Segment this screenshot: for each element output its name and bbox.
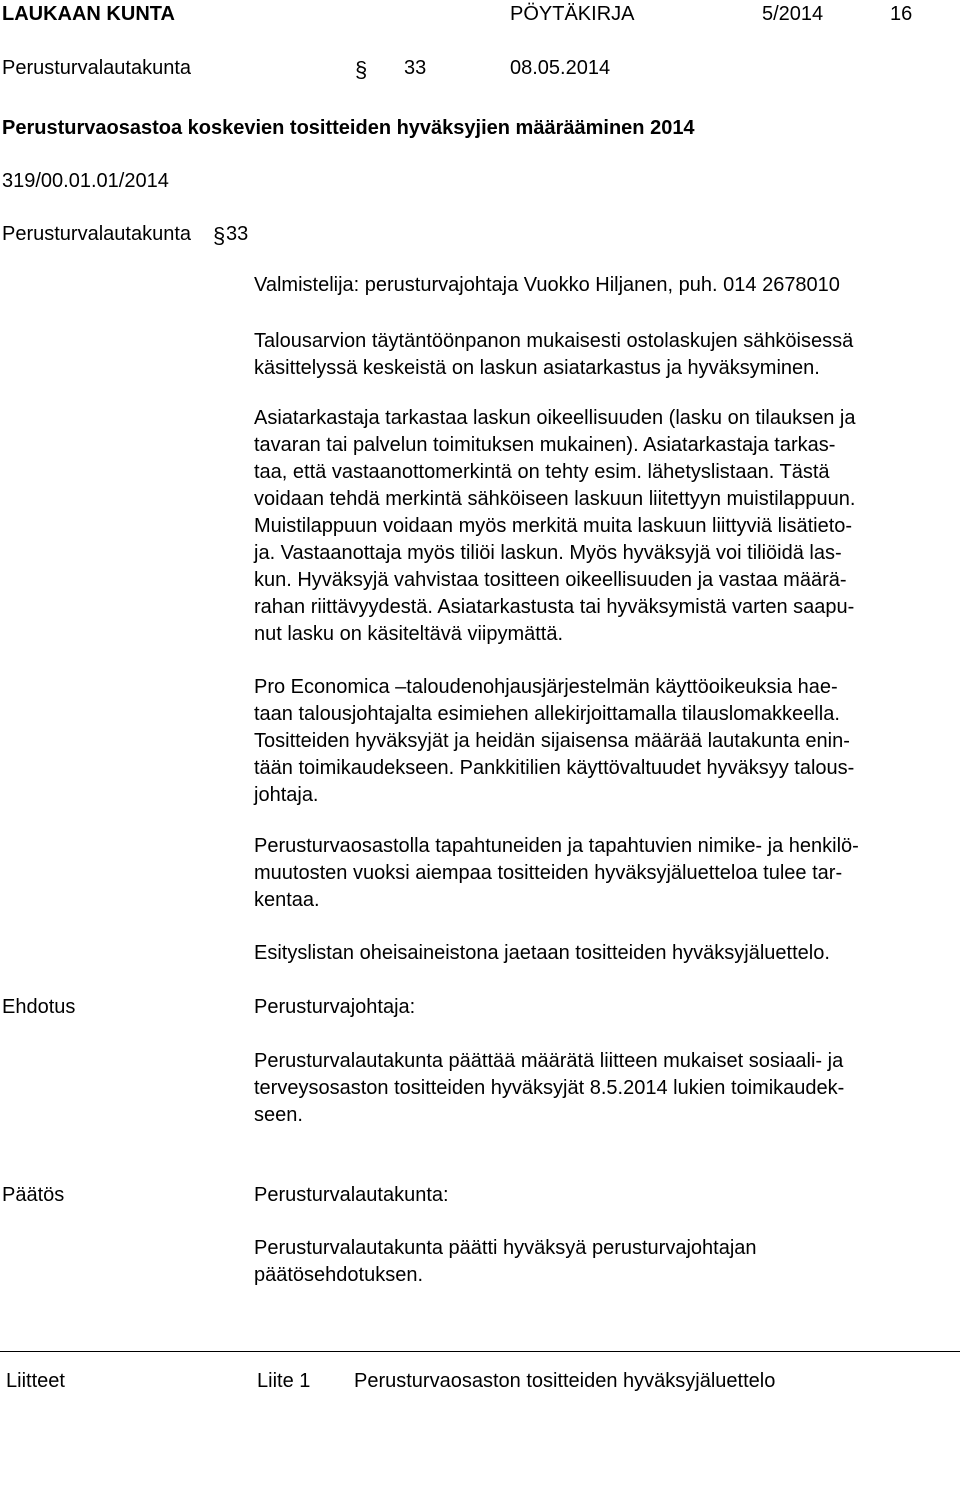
page-number: 16 bbox=[890, 3, 913, 25]
text-line: seen. bbox=[254, 1104, 303, 1126]
attachment-id: Liite 1 bbox=[257, 1370, 311, 1392]
text-line: muutosten vuoksi aiempaa tositteiden hyväksyjäluetteloa tulee tar- bbox=[254, 862, 843, 884]
paragraph-5 bbox=[254, 940, 954, 967]
board-reference bbox=[2, 221, 248, 248]
item-title: Perusturvaosastoa koskevien tositteiden hyväksyjien määrääminen 2014 bbox=[2, 117, 695, 139]
text-line: Perusturvalautakunta päättää määrätä liitteen mukaiset sosiaali- ja bbox=[254, 1050, 844, 1072]
proposal-text bbox=[254, 1048, 954, 1129]
text-line: Tositteiden hyväksyjät ja heidän sijaisensa määrää lautakunta enin- bbox=[254, 730, 850, 752]
text-line: tään toimikaudekseen. Pankkitilien käyttövaltuudet hyväksyy talous- bbox=[254, 757, 855, 779]
section-sign-icon bbox=[355, 58, 385, 80]
paragraph-3 bbox=[254, 674, 954, 809]
text-line: rahan riittävyydestä. Asiatarkastusta tai hyväksymistä varten saapu- bbox=[254, 596, 855, 618]
decision-label: Päätös bbox=[2, 1184, 65, 1206]
board-reference-text: Perusturvalautakunta 33 bbox=[2, 223, 249, 245]
text-line: Perusturvalautakunta päätti hyväksyä perusturvajohtajan bbox=[254, 1237, 757, 1259]
text-line: taan talousjohtajalta esimiehen allekirjoittamalla tilauslomakkeella. bbox=[254, 703, 840, 725]
municipality-name: LAUKAAN KUNTA bbox=[2, 3, 175, 25]
preparer-line: Valmistelija: perusturvajohtaja Vuokko Hiljanen, puh. 014 2678010 bbox=[254, 274, 840, 296]
proposal-label: Ehdotus bbox=[2, 996, 76, 1018]
text-line: Talousarvion täytäntöönpanon mukaisesti ostolaskujen sähköisessä bbox=[254, 330, 854, 352]
svg-text:§: § bbox=[355, 58, 368, 80]
proposer: Perusturvajohtaja: bbox=[254, 996, 416, 1018]
text-line: kentaa. bbox=[254, 889, 320, 911]
text-line: ja. Vastaanottaja myös tiliöi laskun. Myös hyväksyjä voi tiliöidä las- bbox=[254, 542, 842, 564]
paragraph-4 bbox=[254, 833, 954, 914]
text-line: taa, että vastaanottomerkintä on tehty esim. lähetyslistaan. Tästä bbox=[254, 461, 830, 483]
section-sign-icon bbox=[213, 224, 235, 246]
text-line: voidaan tehdä merkintä sähköiseen laskuun liitettyyn muistilappuun. bbox=[254, 488, 856, 510]
text-line: terveysosaston tositteiden hyväksyjät 8.5.2014 lukien toimikaudek- bbox=[254, 1077, 845, 1099]
attachments-divider bbox=[0, 1351, 960, 1352]
document-number: 5/2014 bbox=[762, 3, 824, 25]
paragraph-1 bbox=[254, 328, 954, 382]
decider: Perusturvalautakunta: bbox=[254, 1184, 449, 1206]
paragraph-2 bbox=[254, 405, 954, 648]
attachment-title: Perusturvaosaston tositteiden hyväksyjäluettelo bbox=[354, 1370, 776, 1392]
text-line: nut lasku on käsiteltävä viipymättä. bbox=[254, 623, 564, 645]
text-line: tavaran tai palvelun toimituksen mukainen). Asiatarkastaja tarkas- bbox=[254, 434, 836, 456]
section-number: 33 bbox=[404, 57, 427, 79]
text-line: päätösehdotuksen. bbox=[254, 1264, 424, 1286]
text-line: Pro Economica –taloudenohjausjärjestelmän käyttöoikeuksia hae- bbox=[254, 676, 838, 698]
meeting-date: 08.05.2014 bbox=[510, 57, 611, 79]
text-line: Perusturvaosastolla tapahtuneiden ja tapahtuvien nimike- ja henkilö- bbox=[254, 835, 859, 857]
document-type: PÖYTÄKIRJA bbox=[510, 3, 635, 25]
text-line: johtaja. bbox=[254, 784, 319, 806]
attachments-label: Liitteet bbox=[6, 1370, 65, 1392]
text-line: Esityslistan oheisaineistona jaetaan tositteiden hyväksyjäluettelo. bbox=[254, 942, 830, 964]
text-line: Asiatarkastaja tarkastaa laskun oikeellisuuden (lasku on tilauksen ja bbox=[254, 407, 856, 429]
board-name: Perusturvalautakunta bbox=[2, 57, 192, 79]
decision-text bbox=[254, 1235, 954, 1289]
svg-text:§: § bbox=[213, 224, 226, 246]
text-line: käsittelyssä keskeistä on laskun asiatarkastus ja hyväksyminen. bbox=[254, 357, 820, 379]
text-line: Muistilappuun voidaan myös merkitä muita laskuun liittyviä lisätieto- bbox=[254, 515, 853, 537]
record-number: 319/00.01.01/2014 bbox=[2, 170, 169, 192]
text-line: kun. Hyväksyjä vahvistaa tositteen oikeellisuuden ja vastaa määrä- bbox=[254, 569, 847, 591]
